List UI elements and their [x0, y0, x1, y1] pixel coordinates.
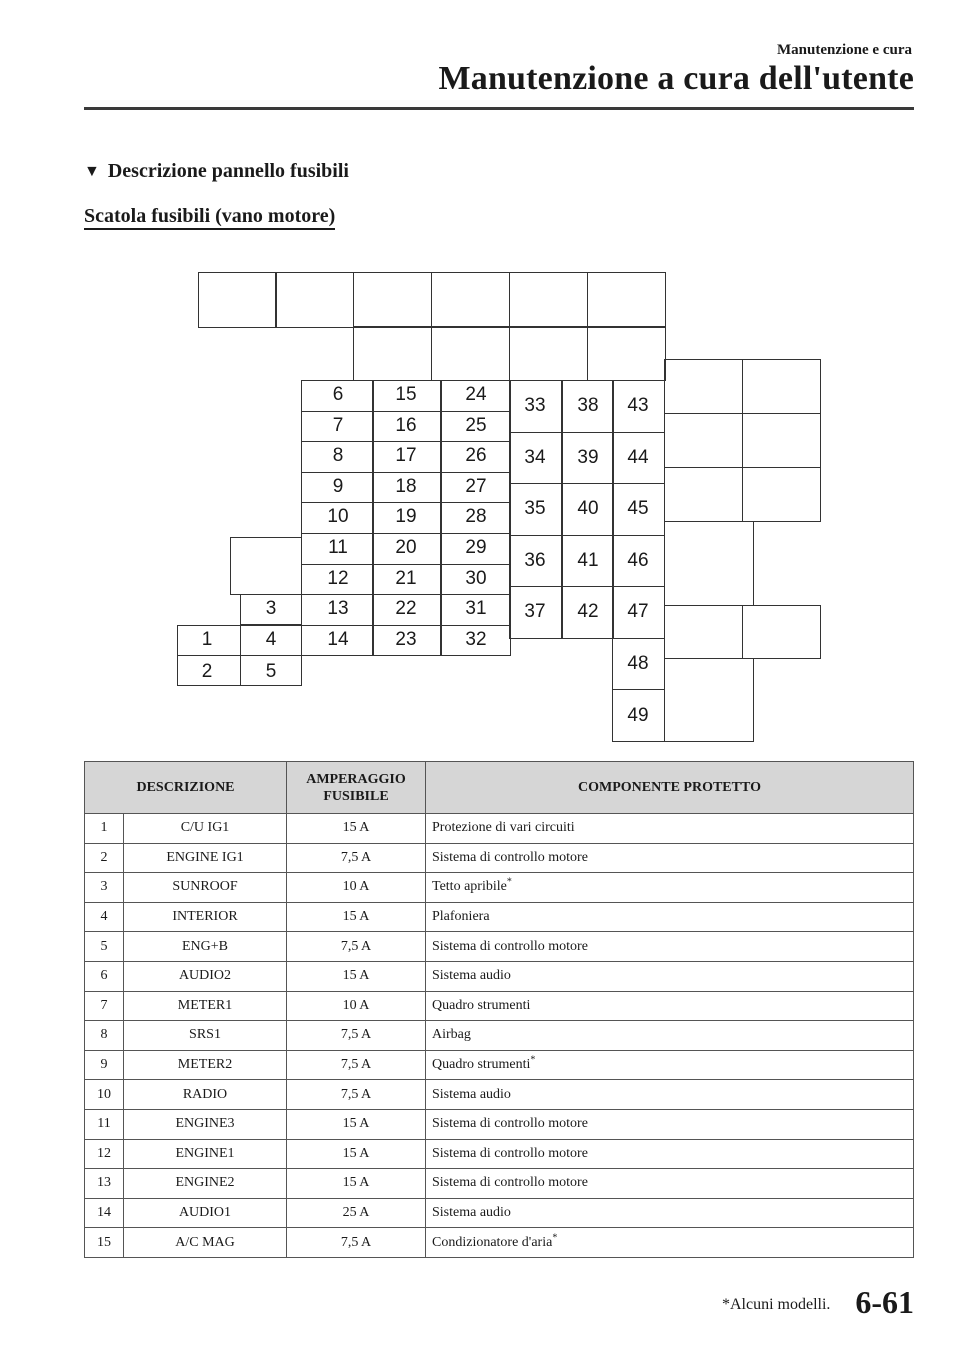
fuse-component-text: Sistema di controllo motore: [432, 849, 588, 865]
fuse-amperage: 7,5 A: [287, 1228, 426, 1258]
fuse-slot: [431, 326, 510, 381]
fuse-component: [426, 932, 914, 962]
fuse-description: SUNROOF: [124, 873, 287, 903]
fuse-label-3: 3: [265, 598, 277, 619]
fuse-description: ENGINE1: [124, 1139, 287, 1169]
fuse-label-18: 18: [395, 475, 417, 497]
fuse-table-row: [85, 991, 914, 1021]
fuse-label-14: 14: [327, 628, 349, 650]
fuse-label-34: 34: [524, 446, 546, 468]
fuse-amperage: 7,5 A: [287, 1080, 426, 1110]
fuse-component-text: Plafoniera: [432, 909, 490, 925]
fuse-slot: [664, 605, 743, 659]
fuse-slot: [198, 272, 277, 328]
fuse-number: 10: [85, 1080, 124, 1110]
fuse-number: 4: [85, 902, 124, 932]
fuse-label-5: 5: [265, 661, 277, 682]
fuse-number: 1: [85, 814, 124, 844]
fuse-label-1: 1: [201, 629, 213, 650]
fuse-component: [426, 814, 914, 844]
fuse-table-header-amperage: AMPERAGGIO FUSIBILE: [287, 762, 426, 814]
fuse-table-row: [85, 1139, 914, 1169]
fuse-slot: [742, 413, 821, 468]
fuse-label-38: 38: [577, 395, 599, 416]
fuse-table: [84, 761, 914, 1258]
fuse-component: [426, 1198, 914, 1228]
fuse-component-text: Sistema audio: [432, 968, 511, 984]
fuse-component-text: Sistema audio: [432, 1205, 511, 1221]
fuse-table-row: [85, 1080, 914, 1110]
fuse-label-37: 37: [524, 601, 546, 623]
fuse-label-41: 41: [577, 549, 599, 571]
fuse-amperage: 15 A: [287, 1139, 426, 1169]
fuse-label-13: 13: [327, 598, 349, 620]
fuse-slot: [664, 413, 743, 468]
fuse-number: 7: [85, 991, 124, 1021]
fuse-amperage: 10 A: [287, 991, 426, 1021]
fuse-slot: [664, 658, 754, 742]
fuse-label-39: 39: [577, 446, 599, 468]
fuse-table-row: [85, 1109, 914, 1139]
fuse-component: [426, 1109, 914, 1139]
fuse-description: C/U IG1: [124, 814, 287, 844]
fuse-slot: [742, 359, 821, 414]
fuse-label-36: 36: [524, 549, 546, 571]
fuse-description: METER1: [124, 991, 287, 1021]
fuse-component-text: Condizionatore d'aria: [432, 1234, 553, 1250]
fuse-label-40: 40: [577, 498, 599, 520]
fuse-number: 15: [85, 1228, 124, 1258]
fuse-component: [426, 991, 914, 1021]
fuse-table-row: [85, 1169, 914, 1199]
fuse-label-2: 2: [201, 661, 213, 682]
fuse-label-12: 12: [327, 567, 349, 589]
fuse-description: ENGINE2: [124, 1169, 287, 1199]
subsection-title: Scatola fusibili (vano motore): [84, 204, 335, 230]
fuse-description: ENGINE3: [124, 1109, 287, 1139]
fuse-description: SRS1: [124, 1021, 287, 1051]
fuse-component: [426, 1228, 914, 1258]
fuse-description: ENG+B: [124, 932, 287, 962]
fuse-amperage: 25 A: [287, 1198, 426, 1228]
fuse-label-25: 25: [465, 414, 487, 436]
fuse-table-header-component: COMPONENTE PROTETTO: [426, 762, 914, 814]
fuse-label-43: 43: [627, 395, 649, 416]
fuse-component: [426, 1021, 914, 1051]
fuse-number: 2: [85, 843, 124, 873]
fuse-amperage: 7,5 A: [287, 932, 426, 962]
fuse-number: 8: [85, 1021, 124, 1051]
fuse-label-42: 42: [577, 601, 599, 623]
page-number: 6-61: [855, 1284, 914, 1320]
fuse-slot: [742, 467, 821, 522]
fuse-number: 11: [85, 1109, 124, 1139]
fuse-number: 13: [85, 1169, 124, 1199]
fuse-slot: [664, 467, 743, 522]
fuse-label-26: 26: [465, 445, 487, 467]
fuse-component-text: Airbag: [432, 1027, 471, 1043]
fuse-label-23: 23: [395, 628, 417, 650]
fuse-component-text: Quadro strumenti: [432, 1057, 531, 1073]
section-title-text: Descrizione pannello fusibili: [107, 160, 349, 182]
fuse-table-row: [85, 814, 914, 844]
fuse-table-row: [85, 1050, 914, 1080]
fuse-component: [426, 1139, 914, 1169]
fuse-slot: [587, 272, 666, 328]
fuse-label-15: 15: [395, 384, 417, 405]
fuse-component: [426, 1050, 914, 1080]
fuse-table-row: [85, 932, 914, 962]
fuse-table-row: [85, 1198, 914, 1228]
fuse-label-48: 48: [627, 653, 649, 674]
fuse-table-row: [85, 1021, 914, 1051]
fuse-slot: [664, 359, 743, 414]
fuse-number: 6: [85, 961, 124, 991]
fuse-component-text: Quadro strumenti: [432, 997, 531, 1013]
fuse-amperage: 7,5 A: [287, 1050, 426, 1080]
fuse-component-text: Sistema di controllo motore: [432, 1175, 588, 1191]
fuse-label-22: 22: [395, 598, 417, 620]
fuse-description: METER2: [124, 1050, 287, 1080]
fuse-table-row: [85, 873, 914, 903]
optional-model-marker: *: [530, 1054, 536, 1066]
fuse-label-9: 9: [332, 475, 344, 497]
fuse-label-11: 11: [328, 537, 348, 558]
fuse-label-21: 21: [395, 567, 417, 589]
fuse-label-28: 28: [465, 506, 487, 528]
fuse-label-29: 29: [465, 537, 487, 558]
fuse-description: A/C MAG: [124, 1228, 287, 1258]
fuse-component: [426, 843, 914, 873]
fuse-amperage: 7,5 A: [287, 843, 426, 873]
fuse-label-46: 46: [627, 549, 649, 571]
fuse-label-44: 44: [627, 446, 649, 468]
fuse-component-text: Protezione di vari circuiti: [432, 820, 575, 836]
fuse-label-31: 31: [465, 598, 487, 620]
fuse-table-row: [85, 902, 914, 932]
fuse-label-17: 17: [395, 445, 417, 467]
fuse-component-text: Tetto apribile: [432, 879, 507, 895]
fuse-description: RADIO: [124, 1080, 287, 1110]
fuse-amperage: 7,5 A: [287, 1021, 426, 1051]
fuse-amperage: 15 A: [287, 902, 426, 932]
header-title: Manutenzione a cura dell'utente: [438, 60, 914, 97]
fuse-table-row: [85, 843, 914, 873]
fuse-slot: [353, 326, 432, 381]
header-section-label: Manutenzione e cura: [777, 42, 912, 58]
fuse-description: ENGINE IG1: [124, 843, 287, 873]
fuse-label-16: 16: [395, 414, 417, 436]
fuse-component: [426, 961, 914, 991]
fuse-component-text: Sistema di controllo motore: [432, 1145, 588, 1161]
fuse-description: AUDIO1: [124, 1198, 287, 1228]
fuse-label-27: 27: [465, 475, 487, 497]
fuse-label-10: 10: [327, 506, 349, 528]
fuse-description: AUDIO2: [124, 961, 287, 991]
fuse-table-row: [85, 961, 914, 991]
fuse-component: [426, 1080, 914, 1110]
fuse-number: 12: [85, 1139, 124, 1169]
fuse-amperage: 10 A: [287, 873, 426, 903]
fuse-slot: [664, 521, 754, 606]
fuse-label-8: 8: [332, 445, 344, 467]
fuse-slot: [509, 326, 588, 381]
fuse-amperage: 15 A: [287, 961, 426, 991]
fuse-component-text: Sistema di controllo motore: [432, 938, 588, 954]
fuse-component-text: Sistema di controllo motore: [432, 1116, 588, 1132]
fuse-label-35: 35: [524, 498, 546, 520]
fuse-component: [426, 1169, 914, 1199]
fuse-label-33: 33: [524, 395, 546, 416]
fuse-label-47: 47: [627, 601, 649, 623]
fuse-slot: [742, 605, 821, 659]
fuse-table-header-row: [85, 762, 914, 814]
footnote: *Alcuni modelli.: [722, 1296, 831, 1313]
fuse-slot: [353, 272, 432, 328]
fuse-number: 14: [85, 1198, 124, 1228]
fuse-component-text: Sistema audio: [432, 1086, 511, 1102]
fuse-label-32: 32: [465, 628, 487, 650]
fuse-label-6: 6: [332, 384, 344, 405]
fuse-number: 3: [85, 873, 124, 903]
optional-model-marker: *: [552, 1231, 558, 1243]
fuse-label-4: 4: [265, 629, 277, 650]
fuse-description: INTERIOR: [124, 902, 287, 932]
fuse-label-30: 30: [465, 567, 487, 589]
fuse-slot: [431, 272, 510, 328]
fuse-label-19: 19: [395, 506, 417, 528]
fuse-component: [426, 873, 914, 903]
fuse-label-20: 20: [395, 537, 417, 558]
fuse-component: [426, 902, 914, 932]
triangle-down-icon: ▼: [84, 163, 100, 180]
fuse-label-49: 49: [627, 705, 649, 726]
fuse-number: 5: [85, 932, 124, 962]
fuse-slot: [509, 272, 588, 328]
fuse-number: 9: [85, 1050, 124, 1080]
fuse-amperage: 15 A: [287, 814, 426, 844]
fuse-table-row: [85, 1228, 914, 1258]
fuse-amperage: 15 A: [287, 1169, 426, 1199]
fuse-table-header-description: DESCRIZIONE: [85, 762, 287, 814]
optional-model-marker: *: [506, 876, 512, 888]
fuse-label-24: 24: [465, 384, 487, 405]
fuse-label-7: 7: [332, 414, 344, 436]
fuse-slot: [587, 326, 666, 381]
fuse-label-45: 45: [627, 498, 649, 520]
fuse-slot: [230, 537, 302, 595]
fuse-amperage: 15 A: [287, 1109, 426, 1139]
fuse-slot: [275, 272, 354, 328]
